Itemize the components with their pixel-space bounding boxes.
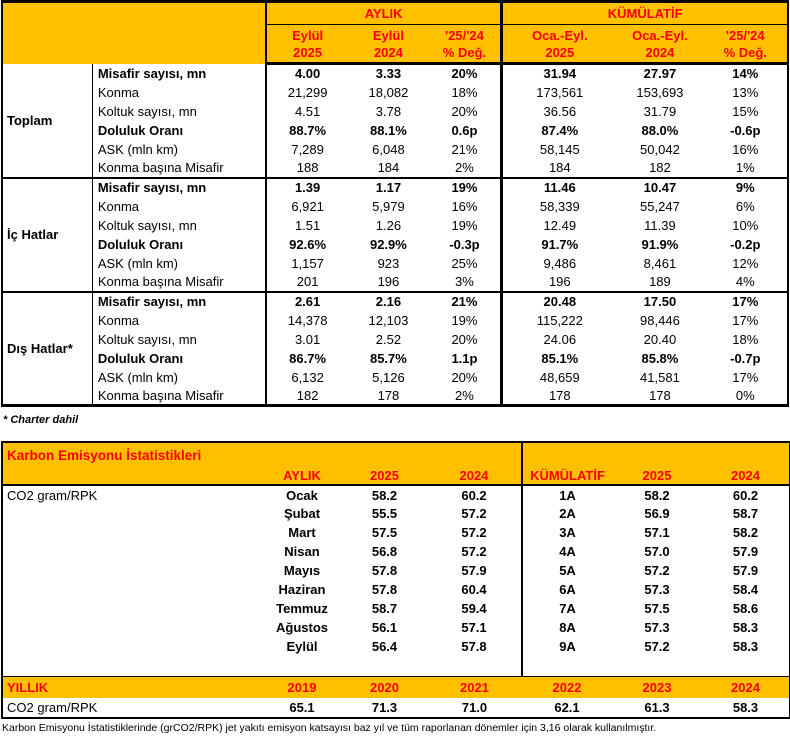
yearly-value: 62.1 [554,699,580,715]
value-cell: 20% [451,103,478,119]
value-cell: 182 [266,387,348,406]
value-cell: 923 [377,255,400,271]
monthly-value-2025: 58.2 [371,487,398,503]
monthly-value-2024: 57.8 [461,639,487,654]
yearly-row-label: CO2 gram/RPK [7,699,98,715]
col-header-line2: 2024 [645,44,675,60]
value-cell: 1,157 [266,254,348,273]
value-cell: 18,082 [368,84,409,100]
monthly-value-2024: 57.2 [461,525,487,540]
col-header-ocaeyl-2024 [616,25,703,64]
value-cell: 188 [266,159,348,178]
value-cell: 91.9% [641,236,679,252]
metric-label: Konma [97,312,140,328]
value-cell: 4.51 [266,102,348,121]
carbon-header-row [2,467,790,485]
value-cell: 10% [732,217,759,233]
monthly-value-2024: 59.4 [461,601,487,616]
value-cell: 48,659 [502,368,616,387]
cumulative-value-2025: 57.5 [644,601,670,616]
value-cell: 20% [451,66,478,82]
year-header: 2021 [427,676,522,698]
traffic-row [2,197,788,216]
col-header-line2: 2024 [373,44,403,60]
value-cell: 27.97 [643,66,677,82]
cumulative-period-label: 9A [522,637,612,656]
col-header-line2: % Değ. [723,44,767,60]
month-label: Ağustos [276,620,328,635]
value-cell: 2% [455,160,474,175]
traffic-header-group-row [2,2,788,25]
month-label: Haziran [278,582,326,597]
carbon-month-row [2,637,790,656]
monthly-value-2025: 55.5 [371,506,398,521]
value-cell: 18% [732,331,759,347]
value-cell: 20.40 [643,331,677,347]
value-cell: 19% [429,178,502,197]
traffic-row [2,178,788,197]
traffic-row [2,235,788,254]
value-cell: 14,378 [266,311,348,330]
value-cell: 2.61 [266,292,348,311]
value-cell: 16% [451,198,478,214]
cumulative-value-2024: 58.3 [732,620,759,635]
metric-label: Konma başına Misafir [97,274,224,289]
co2-row-label [2,637,262,656]
monthly-value-2024: 57.9 [461,563,487,578]
value-cell: 88.1% [369,122,407,138]
value-cell: 196 [377,274,400,289]
value-cell: 2.52 [375,331,402,347]
co2-row-label [2,561,262,580]
value-cell: 1.51 [266,216,348,235]
col-header-line1: Eylül [372,27,404,43]
col-header-eylul-2024 [348,25,428,64]
col-header-line1: Oca.-Eyl. [531,27,588,43]
col-header-ocaeyl-2025 [502,25,616,64]
year-header: 2023 [612,676,702,698]
value-cell: 88.0% [641,122,679,138]
spacer-cell [342,656,427,676]
traffic-row [2,368,788,387]
metric-label: Misafir sayısı, mn [92,292,266,311]
value-cell: 2% [455,387,474,403]
cumulative-value-2024: 58.6 [732,601,759,616]
metric-label: Koltuk sayısı, mn [97,331,197,347]
charter-footnote: * Charter dahil [3,414,79,426]
carbon-month-row [2,523,790,542]
monthly-value-2025: 57.5 [371,525,398,540]
traffic-row [2,140,788,159]
value-cell: 31.94 [502,64,616,83]
monthly-value-2025: 58.7 [371,601,398,616]
cumulative-value-2024: 58.3 [732,639,759,654]
co2-row-label [2,504,262,523]
monthly-value-2025: 56.4 [371,639,398,654]
value-cell: 21% [429,292,502,311]
value-cell: 3.78 [375,103,402,119]
monthly-value-2024: 57.2 [461,544,487,559]
monthly-value-2025: 57.8 [371,582,398,597]
cumulative-value-2024: 57.9 [732,544,759,559]
metric-label: Misafir sayısı, mn [92,178,266,197]
value-cell: 41,581 [640,369,680,385]
traffic-row [2,311,788,330]
value-cell: 85.1% [502,349,616,368]
cumulative-value-2024: 57.9 [732,563,759,578]
traffic-row [2,216,788,235]
value-cell: 5,979 [372,198,405,214]
carbon-header-kumulatif: KÜMÜLATİF [522,467,612,485]
metric-label: ASK (mln km) [97,255,178,271]
value-cell: 25% [451,255,478,271]
value-cell: 4.00 [266,64,348,83]
value-cell: 88.7% [266,121,348,140]
cumulative-period-label: 2A [522,504,612,523]
cumulative-period-label: 6A [522,580,612,599]
value-cell: 31.79 [643,103,677,119]
traffic-row [2,64,788,83]
monthly-value-2025: 56.8 [371,544,398,559]
value-cell: 178 [377,387,400,403]
value-cell: 15% [732,103,759,119]
value-cell: 12.49 [502,216,616,235]
metric-label: ASK (mln km) [97,141,178,157]
value-cell: 189 [649,274,671,289]
value-cell: 86.7% [266,349,348,368]
value-cell: 10.47 [616,178,703,197]
col-header-line2: 2025 [545,44,575,60]
value-cell: 92.9% [369,236,407,252]
value-cell: 1.1p [451,350,478,366]
carbon-footnote: Karbon Emisyonu İstatistiklerinde (grCO2/RPK) jet yakıtı emisyon katsayısı baz yıl ve tüm raporlanan dönemler için 3,16 olarak kullanılmıştır. [2,721,657,734]
traffic-row [2,330,788,349]
col-header-aylik-change [429,25,502,64]
traffic-header-aylik: AYLIK [266,2,502,25]
value-cell: -0.3p [449,236,480,252]
month-label: Mayıs [283,563,321,578]
traffic-header-kumulatif: KÜMÜLATİF [502,2,788,25]
carbon-month-row [2,561,790,580]
value-cell: 14% [732,66,759,82]
value-cell: 3.33 [375,66,402,82]
monthly-value-2025: 56.1 [371,620,398,635]
col-header-kumulatif-change [704,25,788,64]
col-header-eylul-2025 [266,25,348,64]
spacer-cell [522,656,612,676]
value-cell: 8,461 [643,255,677,271]
traffic-row [2,349,788,368]
cumulative-value-2025: 57.3 [644,620,670,635]
value-cell: 17% [704,292,788,311]
value-cell: 3% [455,274,474,289]
year-header: 2020 [342,676,427,698]
monthly-value-2024: 60.4 [461,582,487,597]
year-header: 2022 [522,676,612,698]
monthly-value-2024: 60.2 [461,487,487,503]
value-cell: 173,561 [502,83,616,102]
cumulative-period-label: 4A [522,542,612,561]
value-cell: 4% [735,274,755,289]
value-cell: 87.4% [502,121,616,140]
month-label: Ocak [286,487,318,503]
value-cell: 20% [451,331,478,347]
metric-label: Konma [97,198,140,214]
group-label: Toplam [2,64,92,178]
monthly-value-2024: 57.1 [461,620,487,635]
value-cell: 184 [502,159,616,178]
value-cell: -0.6p [730,122,761,138]
traffic-row [2,273,788,292]
cumulative-period-label: 1A [522,485,612,504]
yearly-header-row [2,676,790,698]
monthly-value-2024: 57.2 [461,506,487,521]
cumulative-value-2025: 57.2 [644,563,670,578]
yearly-value: 71.0 [461,699,488,715]
metric-label: Konma başına Misafir [97,387,224,403]
col-header-line2: % Değ. [442,44,487,60]
col-header-line1: Oca.-Eyl. [632,27,688,43]
co2-row-label [2,523,262,542]
carbon-header-2024: 2024 [427,467,522,485]
value-cell: 17% [732,312,759,328]
traffic-row [2,121,788,140]
spacer-cell [262,656,342,676]
value-cell: 2.16 [348,292,428,311]
group-label: Dış Hatlar* [2,292,92,406]
value-cell: 19% [451,312,478,328]
carbon-header-cum-2025: 2025 [612,467,702,485]
co2-row-label [2,580,262,599]
value-cell: 85.7% [369,350,407,366]
traffic-statistics-table [1,0,789,407]
cumulative-value-2025: 57.3 [644,582,670,597]
value-cell: 6,921 [266,197,348,216]
cumulative-value-2025: 57.0 [644,544,670,559]
group-label: İç Hatlar [2,178,92,292]
value-cell: 16% [732,141,759,157]
spacer-cell [702,656,790,676]
metric-label: Misafir sayısı, mn [97,65,207,81]
month-label: Eylül [286,639,318,654]
value-cell: 91.7% [502,235,616,254]
value-cell: 98,446 [640,312,680,328]
spacer-cell [612,656,702,676]
value-cell: 7,289 [266,140,348,159]
value-cell: 0.6p [451,122,478,138]
traffic-row [2,254,788,273]
carbon-month-row [2,504,790,523]
co2-row-label [2,618,262,637]
monthly-value-2025: 57.8 [371,563,398,578]
metric-label: ASK (mln km) [97,369,178,385]
value-cell: 11.46 [502,178,616,197]
cumulative-value-2025: 58.2 [644,487,670,503]
value-cell: 153,693 [636,84,684,100]
value-cell: 21,299 [266,83,348,102]
month-label: Mart [288,525,316,540]
traffic-header-empty-cell [2,2,266,64]
value-cell: 58,339 [502,197,616,216]
yearly-co2-row [2,698,790,718]
co2-row-label [2,542,262,561]
carbon-title-row [2,442,790,467]
co2-row-label [2,599,262,618]
cumulative-value-2024: 60.2 [732,487,759,503]
metric-label: Doluluk Oranı [97,122,184,138]
carbon-month-row [2,618,790,637]
cumulative-value-2024: 58.4 [732,582,759,597]
carbon-month-row [2,599,790,618]
value-cell: 0% [735,387,755,403]
cumulative-period-label: 8A [522,618,612,637]
value-cell: 178 [502,387,616,406]
cumulative-value-2025: 57.2 [644,639,670,654]
value-cell: 55,247 [640,198,680,214]
value-cell: 115,222 [502,311,616,330]
traffic-row [2,292,788,311]
cumulative-period-label: 5A [522,561,612,580]
value-cell: 6% [735,198,755,214]
traffic-row [2,102,788,121]
value-cell: 21% [451,141,478,157]
metric-label: Koltuk sayısı, mn [97,217,197,233]
value-cell: 196 [502,273,616,292]
traffic-row [2,83,788,102]
month-label: Nisan [284,544,320,559]
co2-row-label: CO2 gram/RPK [7,487,98,503]
carbon-emissions-table [1,441,790,719]
metric-label: Koltuk sayısı, mn [97,103,197,119]
carbon-title-right-empty [522,442,790,467]
cumulative-value-2024: 58.7 [732,506,759,521]
metric-label: Konma başına Misafir [97,160,224,175]
value-cell: 24.06 [502,330,616,349]
year-header: 2019 [262,676,342,698]
value-cell: 11.39 [644,217,676,233]
year-header: 2024 [702,676,790,698]
metric-label: Doluluk Oranı [97,350,184,366]
value-cell: 1% [735,160,755,175]
value-cell: 5,126 [372,369,405,385]
value-cell: 182 [649,160,671,175]
value-cell: 50,042 [640,141,680,157]
yearly-value: 61.3 [644,699,670,715]
spacer-cell [427,656,522,676]
carbon-header-2025: 2025 [342,467,427,485]
col-header-line1: Eylül [292,27,324,43]
value-cell: 6,048 [372,141,405,157]
value-cell: 85.8% [641,350,679,366]
yearly-value: 65.1 [289,699,315,715]
carbon-header-cum-2024: 2024 [702,467,790,485]
yearly-value: 71.3 [371,699,398,715]
value-cell: 36.56 [502,102,616,121]
value-cell: 19% [451,217,478,233]
cumulative-value-2025: 57.1 [644,525,670,540]
carbon-month-row [2,485,790,504]
col-header-line2: 2025 [293,44,323,60]
value-cell: 12,103 [368,312,409,328]
yearly-title: YILLIK [2,676,262,698]
value-cell: 1.39 [266,178,348,197]
value-cell: 178 [649,387,671,403]
value-cell: 1.17 [348,178,428,197]
value-cell: 20% [451,369,478,385]
month-label: Şubat [283,506,321,521]
col-header-line1: '25/'24 [445,27,484,43]
value-cell: 9,486 [502,254,616,273]
value-cell: -0.7p [730,350,761,366]
value-cell: 18% [451,84,478,100]
spacer-cell [2,656,262,676]
value-cell: 92.6% [266,235,348,254]
traffic-row [2,159,788,178]
value-cell: 6,132 [266,368,348,387]
cumulative-value-2024: 58.2 [732,525,759,540]
col-header-line1: '25/'24 [725,27,765,43]
carbon-header-aylik: AYLIK [262,467,342,485]
value-cell: 20.48 [502,292,616,311]
carbon-month-row [2,542,790,561]
value-cell: 1.26 [375,217,402,233]
carbon-header-empty [2,467,262,485]
yearly-value: 58.3 [732,699,759,715]
value-cell: 9% [704,178,788,197]
metric-label: Konma [97,84,140,100]
cumulative-period-label: 3A [522,523,612,542]
value-cell: 17.50 [616,292,703,311]
value-cell: 17% [732,369,759,385]
value-cell: 13% [732,84,759,100]
traffic-row [2,387,788,406]
carbon-section-title: Karbon Emisyonu İstatistikleri [2,442,522,467]
metric-label: Doluluk Oranı [97,236,184,252]
cumulative-value-2025: 56.9 [644,506,670,521]
value-cell: 184 [377,160,400,175]
value-cell: -0.2p [730,236,761,252]
value-cell: 12% [732,255,759,271]
month-label: Temmuz [276,601,328,616]
carbon-spacer-row [2,656,790,676]
value-cell: 58,145 [502,140,616,159]
traffic-table-body [2,64,788,406]
value-cell: 201 [266,273,348,292]
carbon-month-row [2,580,790,599]
cumulative-period-label: 7A [522,599,612,618]
value-cell: 3.01 [266,330,348,349]
